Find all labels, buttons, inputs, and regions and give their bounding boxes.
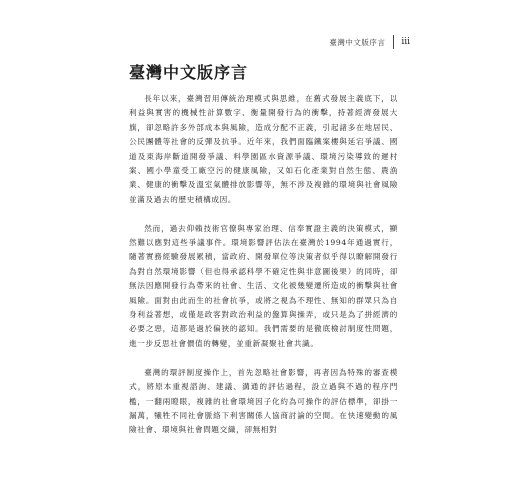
header-divider — [393, 35, 394, 49]
body-text — [129, 92, 398, 452]
running-header — [329, 34, 410, 50]
paragraph: 長年以來，臺灣習用傳統治理模式與思維，在舊式發展主義底下，以利益與實害的機械性計算數字、衡量開發行為的衝擊，持著經濟發展大旗，卻忽略許多外部成本與風險，造成分配不正義，引起諸多在地居民、公民團體等社會的反彈及抗爭。近年來，我們面臨鐵案樓與延宕爭議、國道及東海岸斷道開發爭議、料學園區水資源爭議、環境污染導致的遲村案、國小學童受工廠空污的健康風險，又如石化產業對自然生態、農漁業、健康的衝擊及溫室氣體排放影響等，無不涉及複雜的環境與社會風險並滿及過去的歷史積構成因。 — [129, 94, 398, 204]
chapter-title: 臺灣中文版序言 — [129, 63, 249, 82]
page-number: iii — [401, 37, 410, 47]
paragraph: 然而，過去仰賴技術官僚與專家治理、信奉實證主義的決策模式，顯然難以應對這些爭議事件。環境影響評估法在臺灣於1994年通過實行，隨著實務經驗發展累積，當政府、開發單位等決策者似乎得以瞭解開發行為對自然環境影響（但也得承認科學不確定性與非意圖後果）的同時，卻無法因應開發行為帶來的社會、生活、文化被幾變遷所造成的衝擊與社會風險。面對由此而生的社會抗爭，或將之視為不理性、無知的群眾只為自身利益著想，或僅是政客對政治利益的盤算與操弄，或只是為了拼經濟的必要之惡，這都是過於偏狹的認知。我們需要的是徹底檢討制度性問題，進一步反思社會價值的轉變，並重新凝聚社會共識。 — [129, 223, 398, 348]
running-header-title: 臺灣中文版序言 — [329, 37, 386, 47]
paragraph: 臺灣的環評制度操作上，首先忽略社會影響，再者因為特殊的審查模式，將原本重視諮詢、建議、溝通的評估過程，設立過與不過的程序門檻，一翻兩瞪眼，複雜的社會環境因子化約為可操作的評估標準，卻掛一漏萬，犧牲不同社會脈絡下利害關係人協商討論的空間。在快速變動的風險社會、環境與社會問題交織，卻無相對 — [129, 367, 398, 435]
